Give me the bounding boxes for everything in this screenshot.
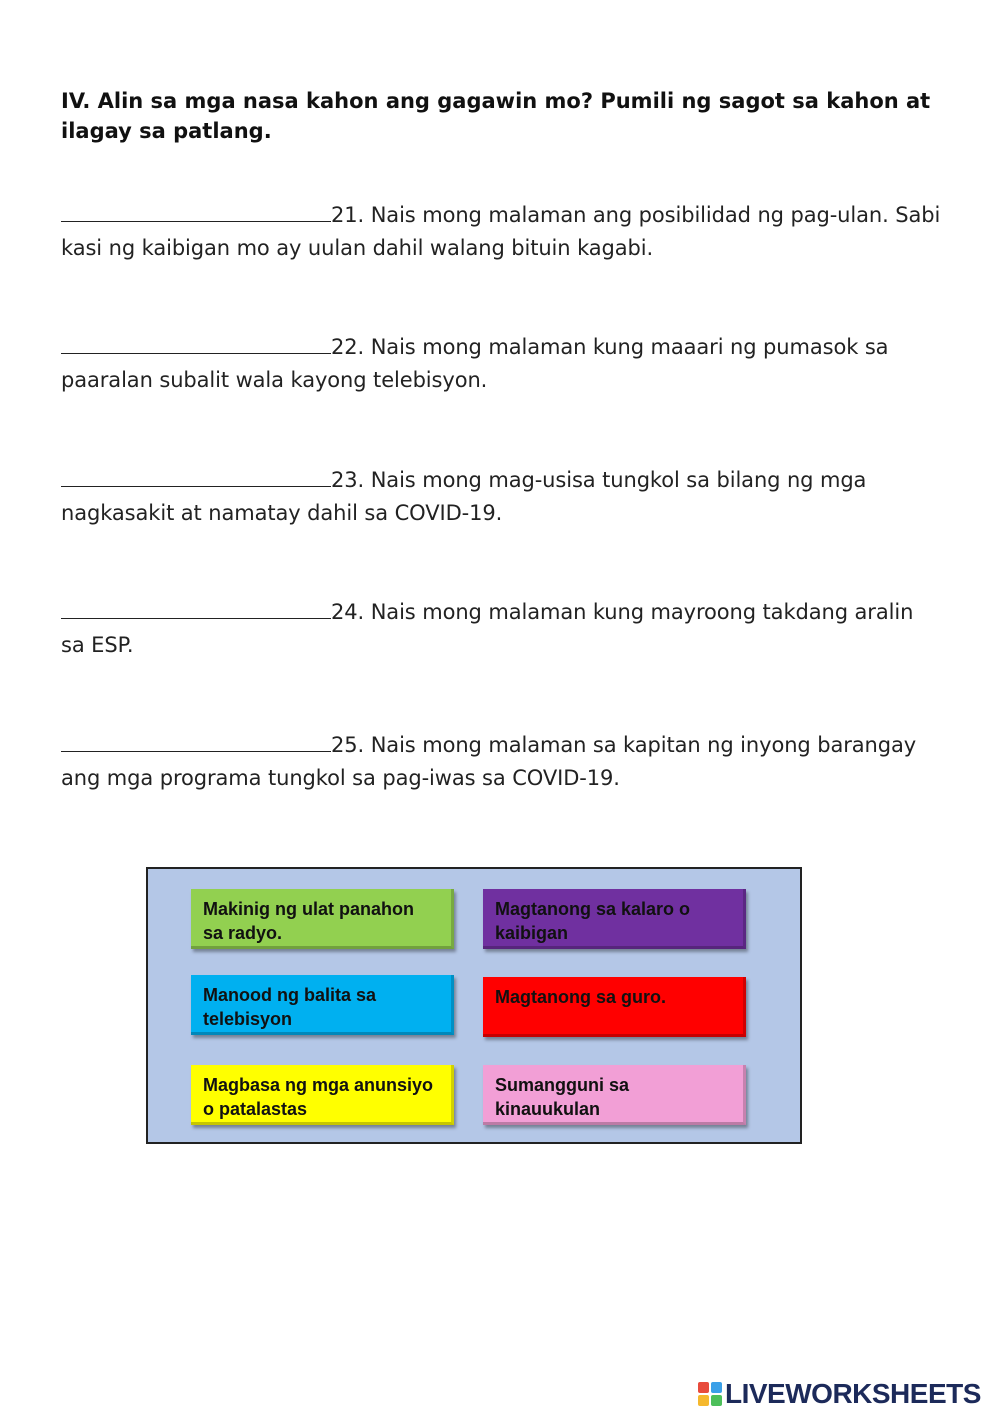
question-23 <box>61 464 941 530</box>
logo-text: LIVEWORKSHEETS <box>725 1378 981 1409</box>
liveworksheets-logo-icon <box>698 1382 722 1406</box>
question-24 <box>61 596 941 662</box>
answer-blank-22[interactable] <box>61 332 331 354</box>
choice-magbasa: Magbasa ng mga anunsiyo o patalastas <box>191 1065 454 1125</box>
answer-choices-box <box>146 867 802 1144</box>
question-text: Nais mong malaman sa kapitan ng inyong barangay ang mga programa tungkol sa pag-iwas sa COVID-19. <box>61 733 917 790</box>
instructions-heading: IV. Alin sa mga nasa kahon ang gagawin mo? Pumili ng sagot sa kahon at ilagay sa patlang. <box>61 89 931 143</box>
question-25 <box>61 729 941 795</box>
question-22 <box>61 331 941 397</box>
choice-makinig: Makinig ng ulat panahon sa radyo. <box>191 889 454 949</box>
liveworksheets-logo <box>698 1378 981 1410</box>
answer-blank-24[interactable] <box>61 597 331 619</box>
question-text: Nais mong malaman kung maaari ng pumasok sa paaralan subalit wala kayong telebisyon. <box>61 335 889 392</box>
question-text: Nais mong mag-usisa tungkol sa bilang ng mga nagkasakit at namatay dahil sa COVID-19. <box>61 468 867 525</box>
answer-blank-25[interactable] <box>61 730 331 752</box>
question-number: 25. <box>331 733 365 757</box>
question-number: 22. <box>331 335 365 359</box>
question-number: 24. <box>331 600 365 624</box>
question-number: 21. <box>331 203 365 227</box>
question-text: Nais mong malaman kung mayroong takdang aralin sa ESP. <box>61 600 914 657</box>
choice-magtanong-guro: Magtanong sa guro. <box>483 977 746 1037</box>
choice-sumangguni: Sumangguni sa kinauukulan <box>483 1065 746 1125</box>
choice-manood: Manood ng balita sa telebisyon <box>191 975 454 1035</box>
answer-blank-23[interactable] <box>61 465 331 487</box>
question-number: 23. <box>331 468 365 492</box>
answer-blank-21[interactable] <box>61 200 331 222</box>
question-text: Nais mong malaman ang posibilidad ng pag-ulan. Sabi kasi ng kaibigan mo ay uulan dahil walang bituin kagabi. <box>61 203 941 260</box>
choice-magtanong-kalaro: Magtanong sa kalaro o kaibigan <box>483 889 746 949</box>
question-21 <box>61 199 941 265</box>
